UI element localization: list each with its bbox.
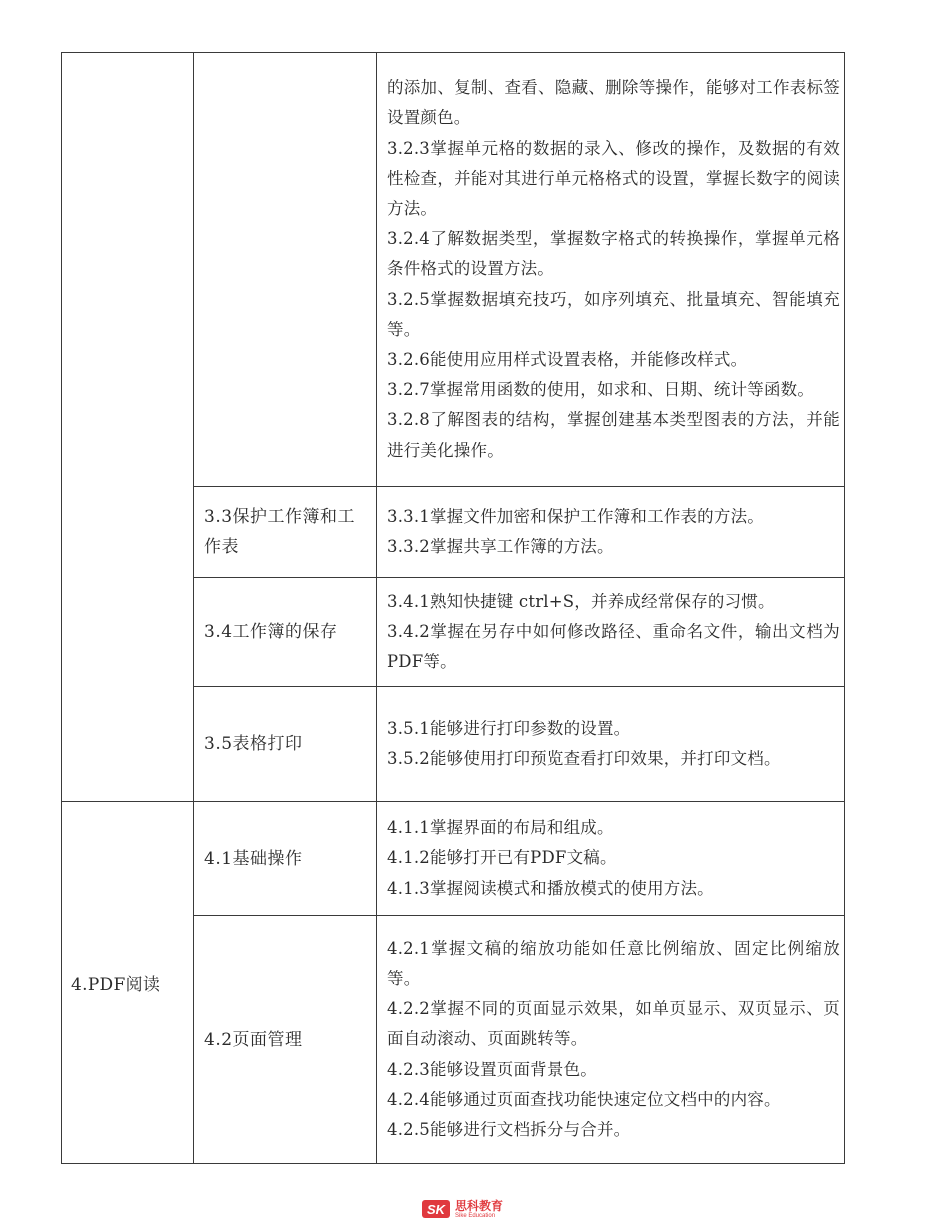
content-cell	[377, 802, 845, 916]
topic-cell: 3.3保护工作簿和工作表	[194, 487, 377, 578]
content-cell	[377, 916, 845, 1164]
watermark-cn: 思科教育	[455, 1198, 504, 1213]
content-item: 3.3.2掌握共享工作簿的方法。	[387, 537, 614, 556]
watermark-en: Sike Education	[455, 1212, 496, 1219]
content-item: 4.1.2能够打开已有PDF文稿。	[387, 848, 617, 868]
content-item: 4.1.1掌握界面的布局和组成。	[387, 818, 614, 838]
content-item: 4.2.1掌握文稿的缩放功能如任意比例缩放、固定比例缩放等。	[387, 938, 840, 988]
content-item: 3.4.1熟知快捷键 ctrl+S，并养成经常保存的习惯。	[387, 591, 775, 611]
topic-cell: 3.4工作簿的保存	[194, 578, 377, 687]
content-item: 4.2.3能够设置页面背景色。	[387, 1059, 597, 1079]
table-row	[62, 802, 845, 916]
watermark-logo	[422, 1196, 503, 1222]
topic-cell: 4.1基础操作	[194, 802, 377, 916]
content-item: 的添加、复制、查看、隐藏、删除等操作，能够对工作表标签设置颜色。	[387, 78, 840, 128]
content-item: 3.5.1能够进行打印参数的设置。	[387, 718, 631, 738]
table-row	[62, 53, 845, 487]
topic-cell: 3.5表格打印	[194, 687, 377, 802]
syllabus-table	[61, 52, 845, 1164]
module-cell-3	[62, 53, 194, 802]
content-item: 4.2.4能够通过页面查找功能快速定位文档中的内容。	[387, 1089, 781, 1109]
content-cell	[377, 578, 845, 687]
content-item: 4.2.5能够进行文档拆分与合并。	[387, 1120, 631, 1139]
content-item: 3.5.2能够使用打印预览查看打印效果，并打印文档。	[387, 749, 781, 768]
content-item: 3.2.5掌握数据填充技巧，如序列填充、批量填充、智能填充等。	[387, 289, 840, 339]
content-item: 3.2.4了解数据类型，掌握数字格式的转换操作，掌握单元格条件格式的设置方法。	[387, 229, 840, 279]
content-item: 3.2.8了解图表的结构，掌握创建基本类型图表的方法，并能进行美化操作。	[387, 410, 840, 460]
content-item: 3.4.2掌握在另存中如何修改路径、重命名文件，输出文档为PDF等。	[387, 621, 840, 672]
content-item: 3.3.1掌握文件加密和保护工作簿和工作表的方法。	[387, 506, 764, 526]
module-cell-4: 4.PDF阅读	[62, 802, 194, 1164]
content-cell	[377, 687, 845, 802]
topic-cell-empty	[194, 53, 377, 487]
content-item: 3.2.7掌握常用函数的使用，如求和、日期、统计等函数。	[387, 380, 815, 400]
sike-logo-icon	[422, 1198, 452, 1220]
topic-cell: 4.2页面管理	[194, 916, 377, 1164]
logo-mark-text: SK	[426, 1202, 446, 1217]
content-item: 4.1.3掌握阅读模式和播放模式的使用方法。	[387, 878, 714, 898]
content-item: 4.2.2掌握不同的页面显示效果，如单页显示、双页显示、页面自动滚动、页面跳转等。	[387, 999, 840, 1049]
content-cell	[377, 487, 845, 578]
content-item: 3.2.6能使用应用样式设置表格，并能修改样式。	[387, 350, 748, 369]
content-cell	[377, 53, 845, 487]
content-item: 3.2.3掌握单元格的数据的录入、修改的操作，及数据的有效性检查，并能对其进行单元格格式的设置，掌握长数字的阅读方法。	[387, 138, 840, 218]
